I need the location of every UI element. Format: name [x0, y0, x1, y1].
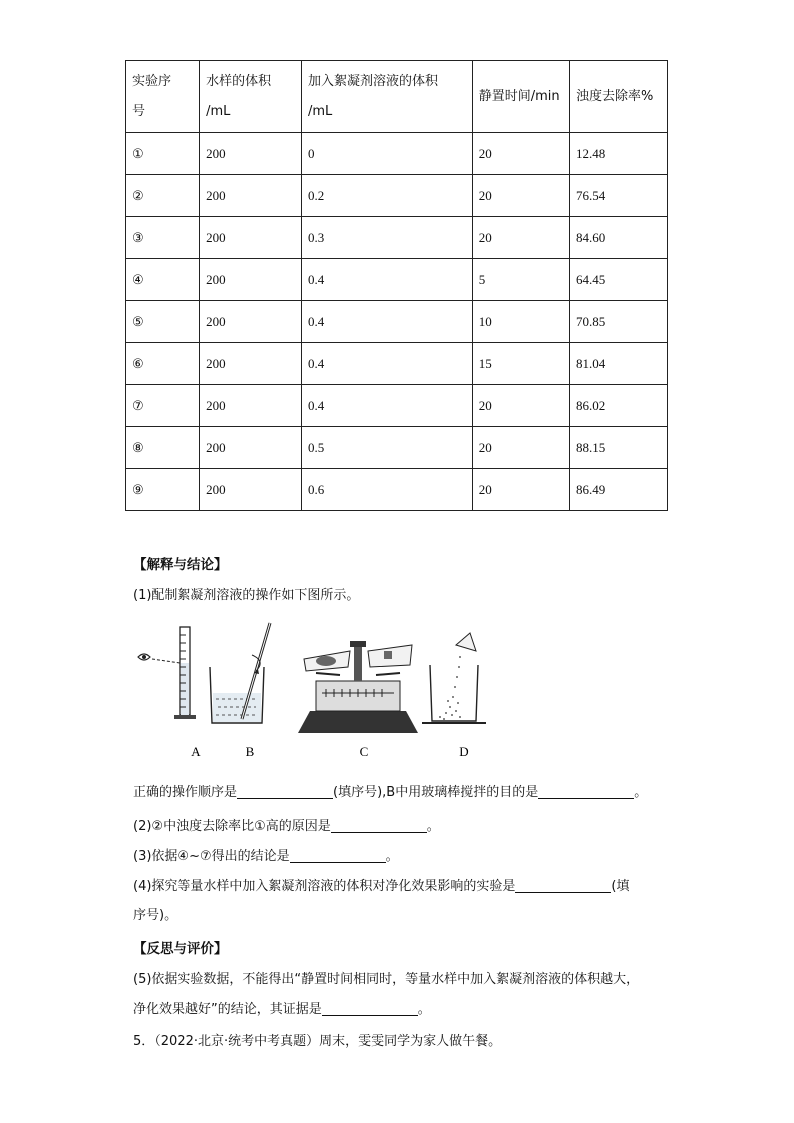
table-cell: 200 — [200, 343, 302, 385]
data-table — [125, 60, 668, 511]
table-cell: 12.48 — [569, 133, 667, 175]
table-cell: ⑥ — [126, 343, 200, 385]
table-row — [126, 133, 668, 175]
figure-label-b: B — [245, 744, 255, 759]
table-cell: ④ — [126, 259, 200, 301]
table-cell: 200 — [200, 217, 302, 259]
figure-d-beaker-powder — [422, 633, 486, 723]
table-cell: 0.4 — [301, 301, 472, 343]
table-cell: ⑤ — [126, 301, 200, 343]
table-cell: 76.54 — [569, 175, 667, 217]
question-5-line-1: (5)依据实验数据，不能得出“静置时间相同时，等量水样中加入絮凝剂溶液的体积越大， — [133, 972, 640, 987]
table-row — [126, 217, 668, 259]
table-cell: ⑦ — [126, 385, 200, 427]
table-cell: 15 — [472, 343, 569, 385]
answer-blank[interactable] — [322, 1001, 418, 1016]
table-cell: 20 — [472, 175, 569, 217]
table-cell: 0.4 — [301, 259, 472, 301]
figure-a-measuring-cylinder — [138, 627, 196, 719]
table-cell: 0.6 — [301, 469, 472, 511]
table-cell: 88.15 — [569, 427, 667, 469]
answer-blank[interactable] — [515, 878, 611, 893]
table-cell: 20 — [472, 469, 569, 511]
table-row — [126, 427, 668, 469]
table-cell: 0.3 — [301, 217, 472, 259]
question-5-line-2: 净化效果越好”的结论，其证据是 。 — [133, 1002, 431, 1017]
table-row — [126, 259, 668, 301]
next-question: 5．（2022·北京·统考中考真题）周末，雯雯同学为家人做午餐。 — [133, 1034, 502, 1049]
header-cell: 静置时间/min — [472, 61, 569, 133]
question-2: (2)②中浊度去除率比①高的原因是 。 — [133, 819, 440, 834]
table-cell: ⑧ — [126, 427, 200, 469]
answer-blank[interactable] — [331, 818, 427, 833]
table-cell: 84.60 — [569, 217, 667, 259]
figure-label-a: A — [191, 744, 201, 759]
table-cell: 20 — [472, 427, 569, 469]
table-cell: 81.04 — [569, 343, 667, 385]
table-cell: 20 — [472, 385, 569, 427]
table-cell: 64.45 — [569, 259, 667, 301]
header-cell: 加入絮凝剂溶液的体积 /mL — [301, 61, 472, 133]
table-cell: 0.2 — [301, 175, 472, 217]
table-row — [126, 301, 668, 343]
figure-c-balance — [298, 641, 418, 733]
table-cell: 200 — [200, 469, 302, 511]
header-cell: 水样的体积 /mL — [200, 61, 302, 133]
table-cell: 0 — [301, 133, 472, 175]
table-row — [126, 343, 668, 385]
table-cell: ② — [126, 175, 200, 217]
figure-label-d: D — [459, 744, 469, 759]
table-cell: 200 — [200, 133, 302, 175]
table-cell: 0.4 — [301, 385, 472, 427]
table-cell: 5 — [472, 259, 569, 301]
table-cell: 200 — [200, 301, 302, 343]
answer-blank[interactable] — [538, 784, 634, 799]
section-heading-reflection: 【反思与评价】 — [133, 941, 228, 957]
question-4-cont: 序号)。 — [133, 908, 178, 923]
table-cell: ⑨ — [126, 469, 200, 511]
table-cell: 200 — [200, 259, 302, 301]
answer-blank[interactable] — [237, 784, 333, 799]
experiment-figure — [130, 615, 490, 765]
table-cell: 0.4 — [301, 343, 472, 385]
table-row — [126, 385, 668, 427]
table-cell: 0.5 — [301, 427, 472, 469]
figure-label-c: C — [359, 744, 369, 759]
table-cell: 20 — [472, 217, 569, 259]
table-cell: ① — [126, 133, 200, 175]
table-cell: 200 — [200, 175, 302, 217]
table-header-row — [126, 61, 668, 133]
table-cell: 86.02 — [569, 385, 667, 427]
question-4: (4)探究等量水样中加入絮凝剂溶液的体积对净化效果影响的实验是 (填 — [133, 879, 630, 894]
answer-blank[interactable] — [290, 848, 386, 863]
table-row — [126, 175, 668, 217]
table-cell: 86.49 — [569, 469, 667, 511]
table-cell: 10 — [472, 301, 569, 343]
table-cell: 200 — [200, 427, 302, 469]
question-1-intro: (1)配制絮凝剂溶液的操作如下图所示。 — [133, 588, 360, 603]
table-cell: 70.85 — [569, 301, 667, 343]
header-cell: 浊度去除率% — [569, 61, 667, 133]
table-cell: 20 — [472, 133, 569, 175]
question-3: (3)依据④~⑦得出的结论是 。 — [133, 849, 399, 864]
figure-b-beaker-stirring — [210, 623, 270, 723]
table-row — [126, 469, 668, 511]
header-cell: 实验序 号 — [126, 61, 200, 133]
table-cell: 200 — [200, 385, 302, 427]
question-1: 正确的操作顺序是 (填序号),B中用玻璃棒搅拌的目的是 。 — [133, 785, 648, 800]
section-heading-explanation: 【解释与结论】 — [133, 557, 228, 573]
table-cell: ③ — [126, 217, 200, 259]
